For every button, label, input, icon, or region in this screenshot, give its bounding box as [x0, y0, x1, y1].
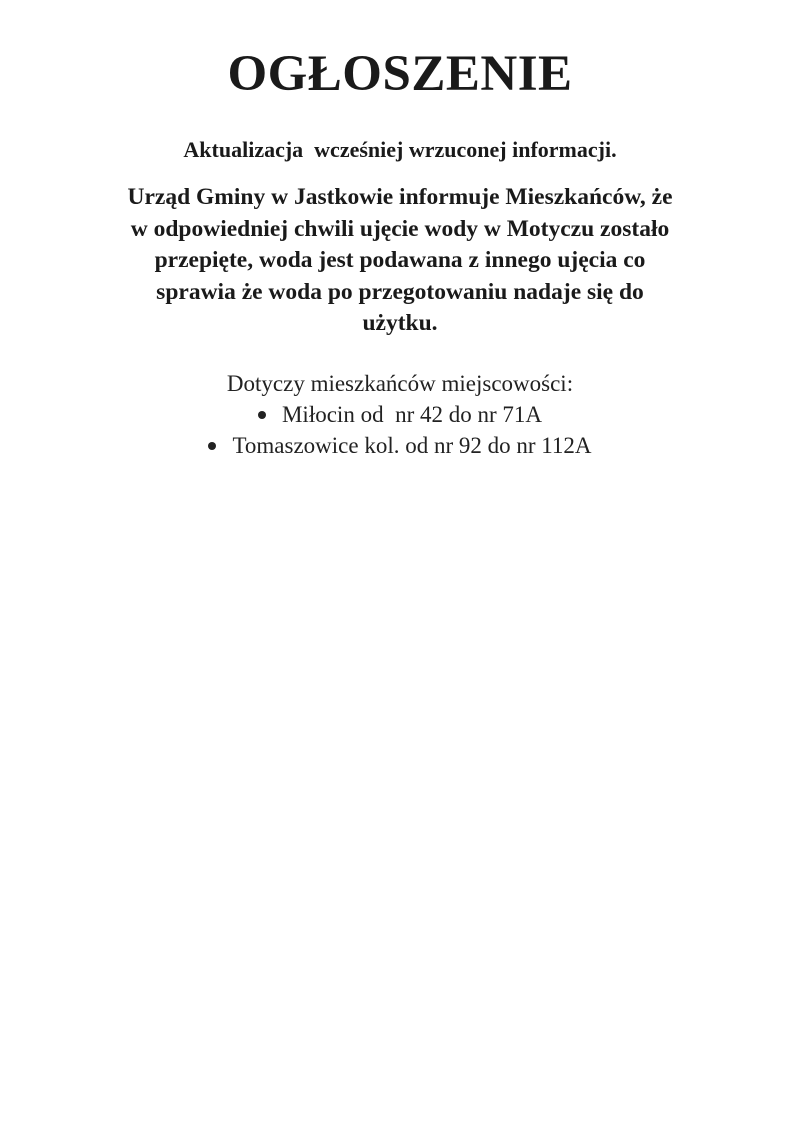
- announcement-subtitle: Aktualizacja wcześniej wrzuconej informacji.: [183, 137, 617, 162]
- body-line: sprawia że woda po przegotowaniu nadaje się do: [156, 278, 644, 305]
- body-line: w odpowiedniej chwili ujęcie wody w Motyczu zostało: [130, 215, 670, 242]
- body-line: użytku.: [362, 310, 438, 336]
- list-item: [0, 430, 800, 461]
- location-text: Miłocin od nr 42 do nr 71A: [281, 402, 542, 427]
- location-text: Tomaszowice kol. od nr 92 do nr 112A: [232, 433, 592, 458]
- announcement-body: [60, 182, 740, 340]
- bullet-icon: [258, 411, 266, 419]
- announcement-title: OGŁOSZENIE: [227, 46, 573, 102]
- applies-to-label: Dotyczy mieszkańców miejscowości:: [226, 371, 574, 396]
- locations-list: [0, 399, 800, 461]
- bullet-icon: [208, 442, 216, 450]
- list-item: [0, 399, 800, 430]
- body-line: Urząd Gminy w Jastkowie informuje Mieszkańców, że: [127, 184, 673, 210]
- body-line: przepięte, woda jest podawana z innego ujęcia co: [154, 247, 646, 273]
